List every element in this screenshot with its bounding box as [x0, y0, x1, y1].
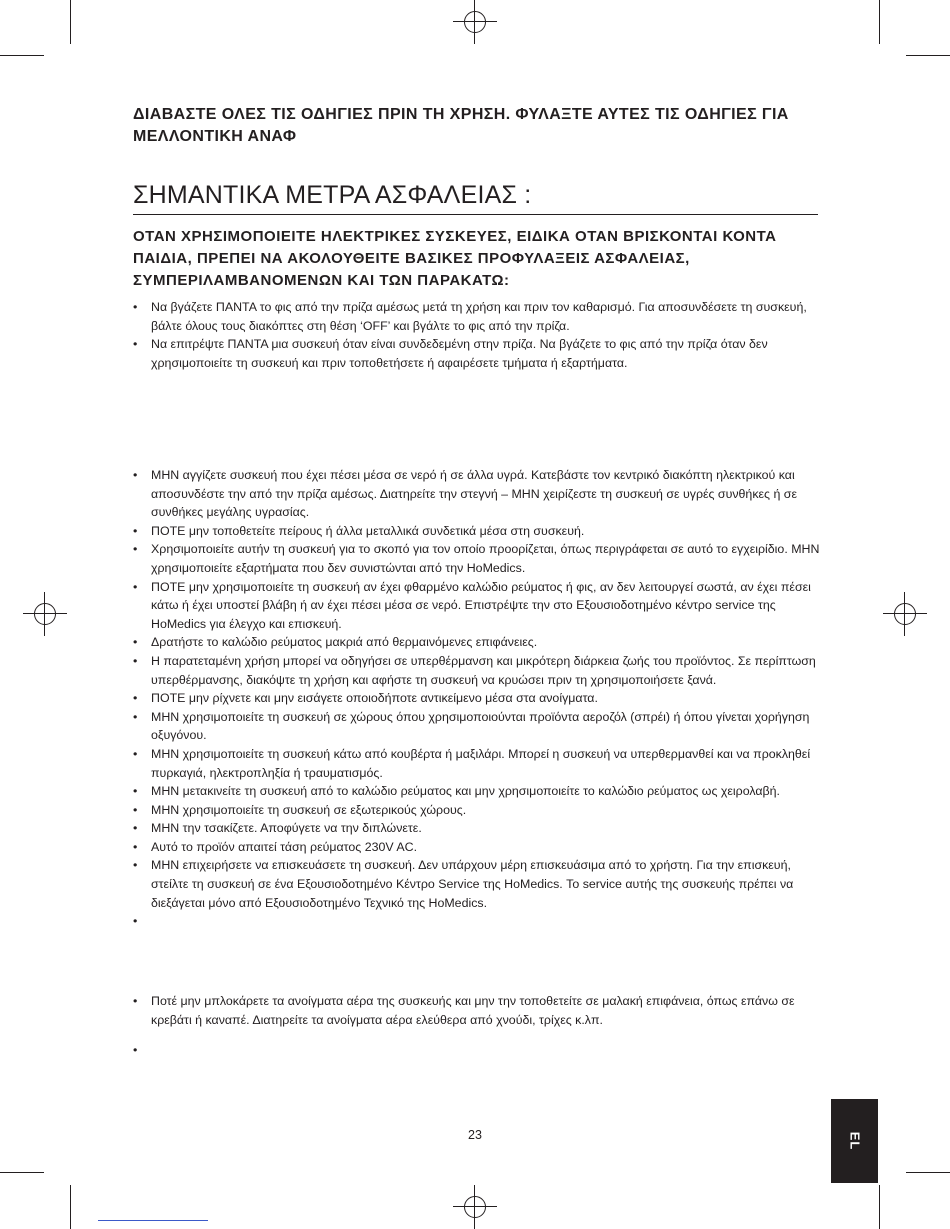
list-item-text: Να βγάζετε ΠΑΝΤΑ το φις από την πρίζα αμέσως μετά τη χρήση και πριν τον καθαρισμό. Για αποσυνδέσετε τη συσκευή, βάλτε όλους τους διακόπτες στη θέση ‘OFF’ και βγάλτε το φις από την πρίζα.	[151, 300, 807, 333]
list-item	[133, 689, 823, 708]
safety-list-group-b	[133, 466, 823, 931]
list-item-text: Αυτό το προϊόν απαιτεί τάση ρεύματος 230V AC.	[151, 839, 418, 854]
list-item	[133, 298, 823, 335]
bullet-marker: •	[133, 579, 138, 594]
list-item	[133, 992, 823, 1029]
crop-mark	[906, 55, 950, 56]
bullet-marker: •	[133, 691, 138, 706]
language-tab	[831, 1099, 878, 1183]
list-item-text: Η παρατεταμένη χρήση μπορεί να οδηγήσει σε υπερθέρμανση και μικρότερη διάρκεια ζωής του προϊόντος. Σε περίπτωση υπερθέρμανσης, διακόψτε τη χρήση και αφήστε τη συσκευή να κρυώσει πριν τη χρησιμοποιήσετε ξανά.	[151, 653, 816, 687]
list-item	[133, 633, 823, 652]
crop-mark	[70, 0, 71, 44]
bullet-marker: •	[133, 635, 138, 650]
list-item	[133, 708, 823, 745]
list-item-text: ΠΟΤΕ μην ρίχνετε και μην εισάγετε οποιοδήποτε αντικείμενο μέσα στα ανοίγματα.	[151, 691, 598, 706]
section-intro: ΟΤΑΝ ΧΡΗΣΙΜΟΠΟΙΕΙΤΕ ΗΛΕΚΤΡΙΚΕΣ ΣΥΣΚΕΥΕΣ, ΕΙΔΙΚΑ ΟΤΑΝ ΒΡΙΣΚΟΝΤΑΙ ΚΟΝΤΑ ΠΑΙΔΙΑ, ΠΡΕΠΕΙ ΝΑ ΑΚΟΛΟΥΘΕΙΤΕ ΒΑΣΙΚΕΣ ΠΡΟΦΥΛΑΞΕΙΣ ΑΣΦΑΛΕΙΑΣ, ΣΥΜΠΕΡΙΛΑΜΒΑΝΟΜΕΝΩΝ ΚΑΙ ΤΩΝ ΠΑΡΑΚΑΤΩ:	[133, 228, 777, 289]
list-item	[133, 578, 823, 634]
language-tab-label: EL	[847, 1131, 862, 1151]
list-item-text: Να επιτρέψτε ΠΑΝΤΑ μια συσκευή όταν είναι συνδεδεμένη στην πρίζα. Να βγάζετε το φις από την πρίζα όταν δεν χρησιμοποιείτε τη συσκευή και πριν τοποθετήσετε ή αφαιρέσετε τμήματα ή εξαρτήματα.	[151, 337, 768, 370]
list-item-text: ΜΗΝ χρησιμοποιείτε τη συσκευή κάτω από κουβέρτα ή μαξιλάρι. Μπορεί η συσκευή να υπερθερμανθεί και να προκληθεί πυρκαγιά, ηλεκτροπληξία ή τραυματισμός.	[151, 746, 811, 780]
list-item	[133, 540, 823, 577]
list-item	[133, 838, 823, 857]
bullet-marker: •	[133, 523, 138, 538]
list-item	[133, 819, 823, 838]
safety-list-group-c	[133, 992, 823, 1060]
bullet-marker: •	[133, 784, 138, 799]
section-divider	[133, 214, 818, 215]
bullet-marker: •	[133, 839, 138, 854]
crop-mark	[0, 55, 44, 56]
list-item	[133, 652, 823, 689]
bullet-marker: •	[133, 746, 138, 761]
crop-mark	[0, 1172, 44, 1173]
bullet-marker: •	[133, 914, 138, 929]
list-item-text: ΜΗΝ αγγίζετε συσκευή που έχει πέσει μέσα σε νερό ή σε άλλα υγρά. Κατεβάστε τον κεντρικό διακόπτη ηλεκτρικού και αποσυνδέστε την από την πρίζα αμέσως. Διατηρείτε την στεγνή – ΜΗΝ χειρίζεστε τη συσκευή σε υγρές συνθήκες ή σε συνθήκες μεγάλης υγρασίας.	[151, 468, 797, 520]
bullet-marker: •	[133, 821, 138, 836]
safety-list-group-a	[133, 298, 823, 372]
crop-mark	[70, 1185, 71, 1229]
crop-mark	[906, 1172, 950, 1173]
list-item	[133, 745, 823, 782]
list-item-text: Δρατήστε το καλώδιο ρεύματος μακριά από θερμαινόμενες επιφάνειες.	[151, 635, 538, 650]
list-item-text: Χρησιμοποιείτε αυτήν τη συσκευή για το σκοπό για τον οποίο προορίζεται, όπως περιγράφεται σε αυτό το εγχειρίδιο. ΜΗΝ χρησιμοποιείτε εξαρτήματα που δεν συνιστώνται από την HoMedics.	[151, 542, 820, 575]
bullet-marker: •	[133, 337, 138, 352]
list-item-empty	[133, 1041, 823, 1060]
list-item	[133, 782, 823, 801]
list-item	[133, 466, 823, 522]
section-title: ΣΗΜΑΝΤΙΚΑ ΜΕΤΡΑ ΑΣΦΑΛΕΙΑΣ :	[133, 181, 532, 209]
bullet-marker: •	[133, 653, 138, 668]
page-number: 23	[468, 1128, 482, 1142]
list-item-text: ΜΗΝ επιχειρήσετε να επισκευάσετε τη συσκευή. Δεν υπάρχουν μέρη επισκευάσιμα από το χρήστη. Για την επισκευή, στείλτε τη συσκευή σε ένα Εξουσιοδοτημένο Κέντρο Service της HoMedics. Το service αυτής της συσκευής πρέπει να διεξάγεται μόνο από Εξουσιοδοτημένο Τεχνικό της HoMedics.	[151, 858, 794, 910]
list-item	[133, 522, 823, 541]
document-heading: ΔΙΑΒΑΣΤΕ ΟΛΕΣ ΤΙΣ ΟΔΗΓΙΕΣ ΠΡΙΝ ΤΗ ΧΡΗΣΗ. ΦΥΛΑΞΤΕ ΑΥΤΕΣ ΤΙΣ ΟΔΗΓΙΕΣ ΓΙΑ ΜΕΛΛΟΝΤΙΚΗ ΑΝΑΦ	[133, 106, 789, 145]
bullet-marker: •	[133, 1043, 138, 1058]
blue-underline-mark	[98, 1220, 208, 1221]
list-item-text: ΜΗΝ την τσακίζετε. Αποφύγετε να την διπλώνετε.	[151, 821, 422, 836]
list-item-text: ΠΟΤΕ μην τοποθετείτε πείρους ή άλλα μεταλλικά συνδετικά μέσα στη συσκευή.	[151, 523, 585, 538]
crop-mark	[879, 1185, 880, 1229]
list-item-text: ΜΗΝ χρησιμοποιείτε τη συσκευή σε χώρους όπου χρησιμοποιούνται προϊόντα αεροζόλ (σπρέι) ή όπου γίνεται χορήγηση οξυγόνου.	[151, 709, 810, 743]
bullet-marker: •	[133, 709, 138, 724]
list-item-text: ΜΗΝ μετακινείτε τη συσκευή από το καλώδιο ρεύματος και μην χρησιμοποιείτε το καλώδιο ρεύματος ως χειρολαβή.	[151, 784, 780, 799]
list-item-text: ΜΗΝ χρησιμοποιείτε τη συσκευή σε εξωτερικούς χώρους.	[151, 802, 467, 817]
list-item-text: Ποτέ μην μπλοκάρετε τα ανοίγματα αέρα της συσκευής και μην την τοποθετείτε σε μαλακή επιφάνεια, όπως επάνω σε κρεβάτι ή καναπέ. Διατηρείτε τα ανοίγματα αέρα ελεύθερα από χνούδι, τρίχες κ.λπ.	[151, 994, 795, 1027]
list-item	[133, 856, 823, 912]
bullet-marker: •	[133, 542, 138, 557]
registration-mark-top	[453, 0, 497, 44]
list-item-text: ΠΟΤΕ μην χρησιμοποιείτε τη συσκευή αν έχει φθαρμένο καλώδιο ρεύματος ή φις, αν δεν λειτουργεί σωστά, αν έχει πέσει κάτω ή έχει υποστεί βλάβη ή αν έχει πέσει μέσα σε νερό. Επιστρέψτε την στο Εξουσιοδοτημένο κέντρο service της HoMedics για έλεγχο και επισκευή.	[151, 579, 811, 631]
crop-mark	[879, 0, 880, 44]
list-item-empty	[133, 912, 823, 931]
bullet-marker: •	[133, 994, 138, 1008]
list-item	[133, 801, 823, 820]
bullet-marker: •	[133, 802, 138, 817]
list-item	[133, 335, 823, 372]
bullet-marker: •	[133, 468, 138, 482]
bullet-marker: •	[133, 858, 138, 873]
bullet-marker: •	[133, 300, 138, 314]
registration-mark-right	[883, 592, 927, 636]
registration-mark-bottom	[453, 1185, 497, 1229]
registration-mark-left	[23, 592, 67, 636]
